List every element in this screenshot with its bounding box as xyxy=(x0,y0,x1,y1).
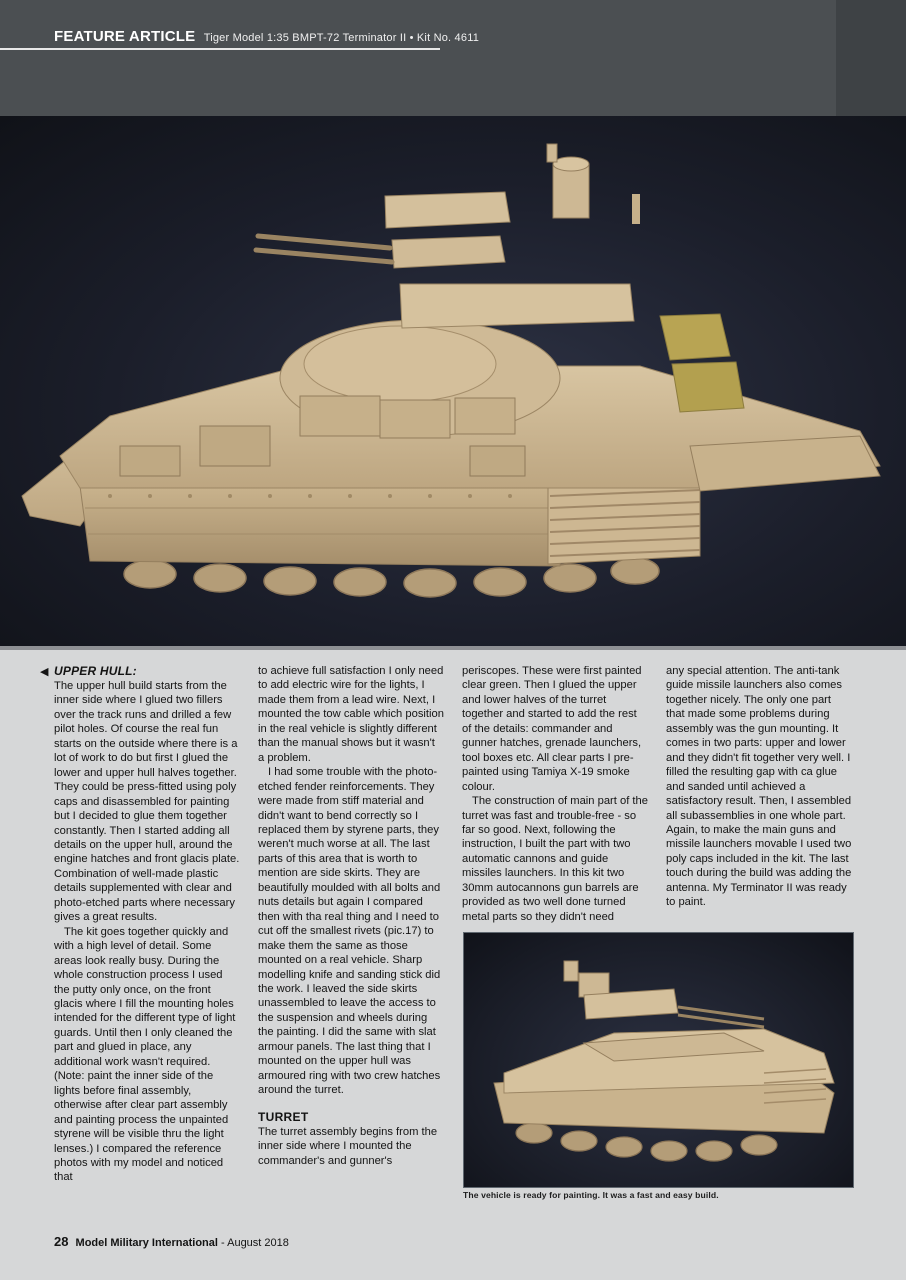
feature-subtitle: Tiger Model 1:35 BMPT-72 Terminator II • Kit No. 4611 xyxy=(203,32,480,44)
paragraph: The kit goes together quickly and with a high level of detail. Some areas look really busy. During the whole construction process I used the putty only once, on the front glacis where I fill the mounting holes intended for the different type of light guards. Until then I only cleaned the part and glued in place, any additional work wasn't required. (Note: paint the inner side of the lights before final assembly, otherwise after clear part assembly and painting process the unpainted styrene will be visible thru the light lenses.) I compared the reference photos with my model and noticed that xyxy=(54,925,236,1184)
article-column-1 xyxy=(54,664,240,1185)
feature-title xyxy=(54,28,479,45)
paragraph: to achieve full satisfaction I only need to add electric wire for the lights, I made them from a lead wire. Next, I mounted the tow cable which position in the real vehicle is slightly different than the manual shows but it wasn't a problem. xyxy=(258,665,444,764)
header-band xyxy=(0,0,836,116)
header-rule xyxy=(0,48,440,50)
paragraph: any special attention. The anti-tank guide missile launchers also comes together nicely. The only one part that made some problems during assembly was the gun mounting. It comes in two parts: upper and lower and they didn't fit together very well. I filled the resulting gap with ca glue and sanded until achieved a satisfactory result. Then, I assembled all subassemblies in one whole part. Again, to make the main guns and missile launchers movable I used two poly caps included in the kit. The last touch during the build was adding the antenna. My Terminator II was ready to paint. xyxy=(666,665,852,909)
section-heading-turret: TURRET xyxy=(258,1109,309,1124)
issue-date: - August 2018 xyxy=(221,1237,289,1249)
paragraph: The upper hull build starts from the inner side where I glued two fillers over the track runs and drilled a few pilot holes. Of course the real fun starts on the outside where there is a lot of work to do but first I glued the lower and upper hull halves together. They could be press-fitted using poly caps and disassembled for painting but I decided to glue them together constantly. Then I started adding all details on the upper hull, around the engine hatches and front glacis plate. Combination of well-made plastic details supplemented with clear and photo-etched parts where necessary gives a great results. xyxy=(54,680,240,924)
paragraph: I had some trouble with the photo-etched fender reinforcements. They were made from stiff material and didn't want to bend correctly so I replaced them by styrene parts, they weren't much worse at all. The last parts of this area that is worth to mention are side skirts. They are beautifully moulded with all bolts and nuts details but again I compared then with tha real thing and I need to cut off the smallest rivets (pic.17) to make them the same as those mounted on a real vehicle. Sharp modelling knife and sanding stick did the work. I leaved the side skirts unassembled to leave the access to the suspension and wheels during the painting. I did the same with slat armour panels. The last thing that I mounted on the upper hull was armoured ring with two crew hatches around the turret. xyxy=(258,766,441,1097)
paragraph: The turret assembly begins from the inner side where I mounted the commander's and gunner's xyxy=(258,1125,438,1167)
section-arrow-icon: ◀ xyxy=(40,666,49,678)
photo-bottom-band xyxy=(0,646,906,650)
hero-photo-tank-model xyxy=(0,116,906,648)
tank-model-illustration xyxy=(0,116,906,648)
inset-tank-illustration xyxy=(464,933,853,1187)
magazine-name: Model Military International xyxy=(75,1237,218,1249)
header-accent-block xyxy=(836,0,906,116)
article-column-4 xyxy=(666,664,852,910)
page-footer xyxy=(54,1234,289,1249)
article-column-3 xyxy=(462,664,648,924)
photo-caption: The vehicle is ready for painting. It was a fast and easy build. xyxy=(463,1190,719,1200)
paragraph: The construction of main part of the turret was fast and trouble-free - so far so good. Next, following the instruction, I built the part with two automatic cannons and guide missiles launchers. In this kit two 30mm autocannons gun barrels are provided as two well done turned metal parts so they didn't need xyxy=(462,795,648,923)
section-heading-upper-hull: UPPER HULL: xyxy=(54,664,137,678)
inset-photo-tank-model xyxy=(463,932,854,1188)
feature-kicker: FEATURE ARTICLE xyxy=(54,28,196,45)
paragraph: periscopes. These were first painted clear green. Then I glued the upper and lower halves of the turret together and started to add the rest of the details: commander and gunner hatches, grenade launchers, tool boxes etc. All clear parts I pre-painted using Tamiya X-19 smoke colour. xyxy=(462,665,642,793)
page-number: 28 xyxy=(54,1234,69,1249)
article-column-2 xyxy=(258,664,444,1168)
